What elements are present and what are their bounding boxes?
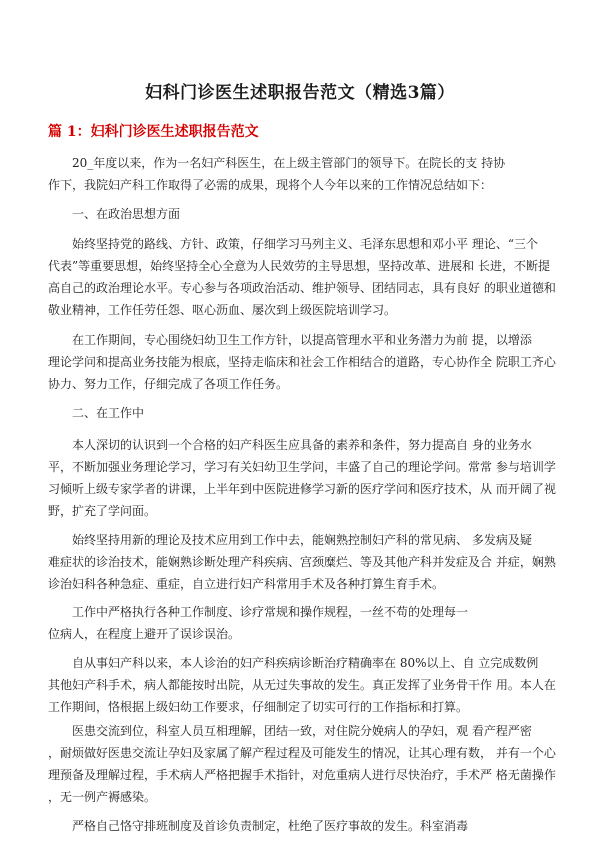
section-heading-political xyxy=(48,203,560,225)
section-heading: 篇 1：妇科门诊医生述职报告范文 xyxy=(48,124,259,140)
text-line: 严格自己恪守排班制度及首诊负责制定，杜绝了医疗事故的发生。科室消毒 xyxy=(72,819,469,833)
text-line: 难症状的诊治技术，能娴熟诊断处理产科疾病、宫颈糜烂、等及其他产科并发症及合 并症，娴熟 xyxy=(48,555,556,569)
text-line: 本人深切的认识到一个合格的妇产科医生应具备的素养和条件，努力提高自 身的业务水 xyxy=(72,438,532,452)
text-line: 野，扩充了学问面。 xyxy=(48,504,157,518)
text-line: 始终坚持用新的理论及技术应用到工作中去，能娴熟控制妇产科的常见病、 多发病及疑 xyxy=(72,533,532,547)
text-line: 自从事妇产科以来，本人诊治的妇产科疾病诊断治疗精确率在 80%以上、自 立完成数例 xyxy=(72,656,539,670)
text-line: 其他妇产科手术，病人都能按时出院，从无过失事故的发生。真正发挥了业务骨干作 用。本人在 xyxy=(48,678,556,692)
text-line: ，耐烦做好医患交流让孕妇及家属了解产程过程及可能发生的情况，让其心理有数， 并有一个心 xyxy=(48,746,556,760)
text-line: 理论学问和提高业务技能为根底，坚持走临床和社会工作相结合的道路，专心协作全 院职工齐心 xyxy=(48,355,556,369)
text-line: 位病人，在程度上避开了误诊误治。 xyxy=(48,627,241,641)
text-line: 敬业精神，工作任劳任怨、呕心沥血、屡次到上级医院培训学习。 xyxy=(48,303,397,317)
paragraph xyxy=(48,815,560,837)
text-line: 协力、努力工作，仔细完成了各项工作任务。 xyxy=(48,377,289,391)
text-line: 诊治妇科各种急症、重症，自立进行妇产科常用手术及各种打算生育手术。 xyxy=(48,577,445,591)
text-line: 习倾听上级专家学者的讲课，上半年到中医院进修学习新的医疗学问和医疗技术，从 而开阔了视 xyxy=(48,482,556,496)
text-line: 平，不断加强业务理论学习，学习有关妇幼卫生学问，丰盛了自己的理论学问。常常 参与培训学 xyxy=(48,460,556,474)
paragraph xyxy=(48,329,560,395)
paragraph xyxy=(48,720,560,808)
text-line: ，无一例产褥感染。 xyxy=(48,790,157,804)
text-line: 理预备及理解过程，手术病人严格把握手术指针，对危重病人进行尽快治疗，手术严 格无菌操作 xyxy=(48,768,556,782)
paragraph xyxy=(48,529,560,595)
text-line: 始终坚持党的路线、方针、政策，仔细学习马列主义、毛泽东思想和邓小平 理论、“三个 xyxy=(72,237,538,251)
page-title: 妇科门诊医生述职报告范文（精选3篇） xyxy=(145,83,455,103)
paragraph xyxy=(48,434,560,522)
text-line: 作下，我院妇产科工作取得了必需的成果，现将个人今年以来的工作情况总结如下： xyxy=(48,178,493,192)
text-line: 高自己的政治理论水平。专心参与各项政治活动、维护领导、团结同志，具有良好 的职业道德和 xyxy=(48,281,556,295)
paragraph xyxy=(48,233,560,321)
text-line: 代表”等重要思想，始终坚持全心全意为人民效劳的主导思想，坚持改革、进展和 长进，不断提 xyxy=(48,259,550,273)
paragraph xyxy=(48,652,560,718)
text-line: 工作中严格执行各种工作制度、诊疗常规和操作规程，一丝不苟的处理每一 xyxy=(72,605,469,619)
text-line: 一、在政治思想方面 xyxy=(72,207,181,221)
text-line: 医患交流到位，科室人员互相理解，团结一致，对住院分娩病人的孕妇，观 看产程严密 xyxy=(72,724,532,738)
text-line: 20_年度以来，作为一名妇产科医生，在上级主管部门的领导下。在院长的支 持协 xyxy=(72,156,506,170)
paragraph xyxy=(48,152,560,196)
paragraph xyxy=(48,601,560,645)
text-line: 工作期间，恪根据上级妇幼工作要求，仔细制定了切实可行的工作指标和打算。 xyxy=(48,700,469,714)
text-line: 在工作期间，专心围绕妇幼卫生工作方针，以提高管理水平和业务潜力为前 提，以增添 xyxy=(72,333,532,347)
section-heading-work xyxy=(48,402,560,424)
text-line: 二、在工作中 xyxy=(72,406,145,420)
